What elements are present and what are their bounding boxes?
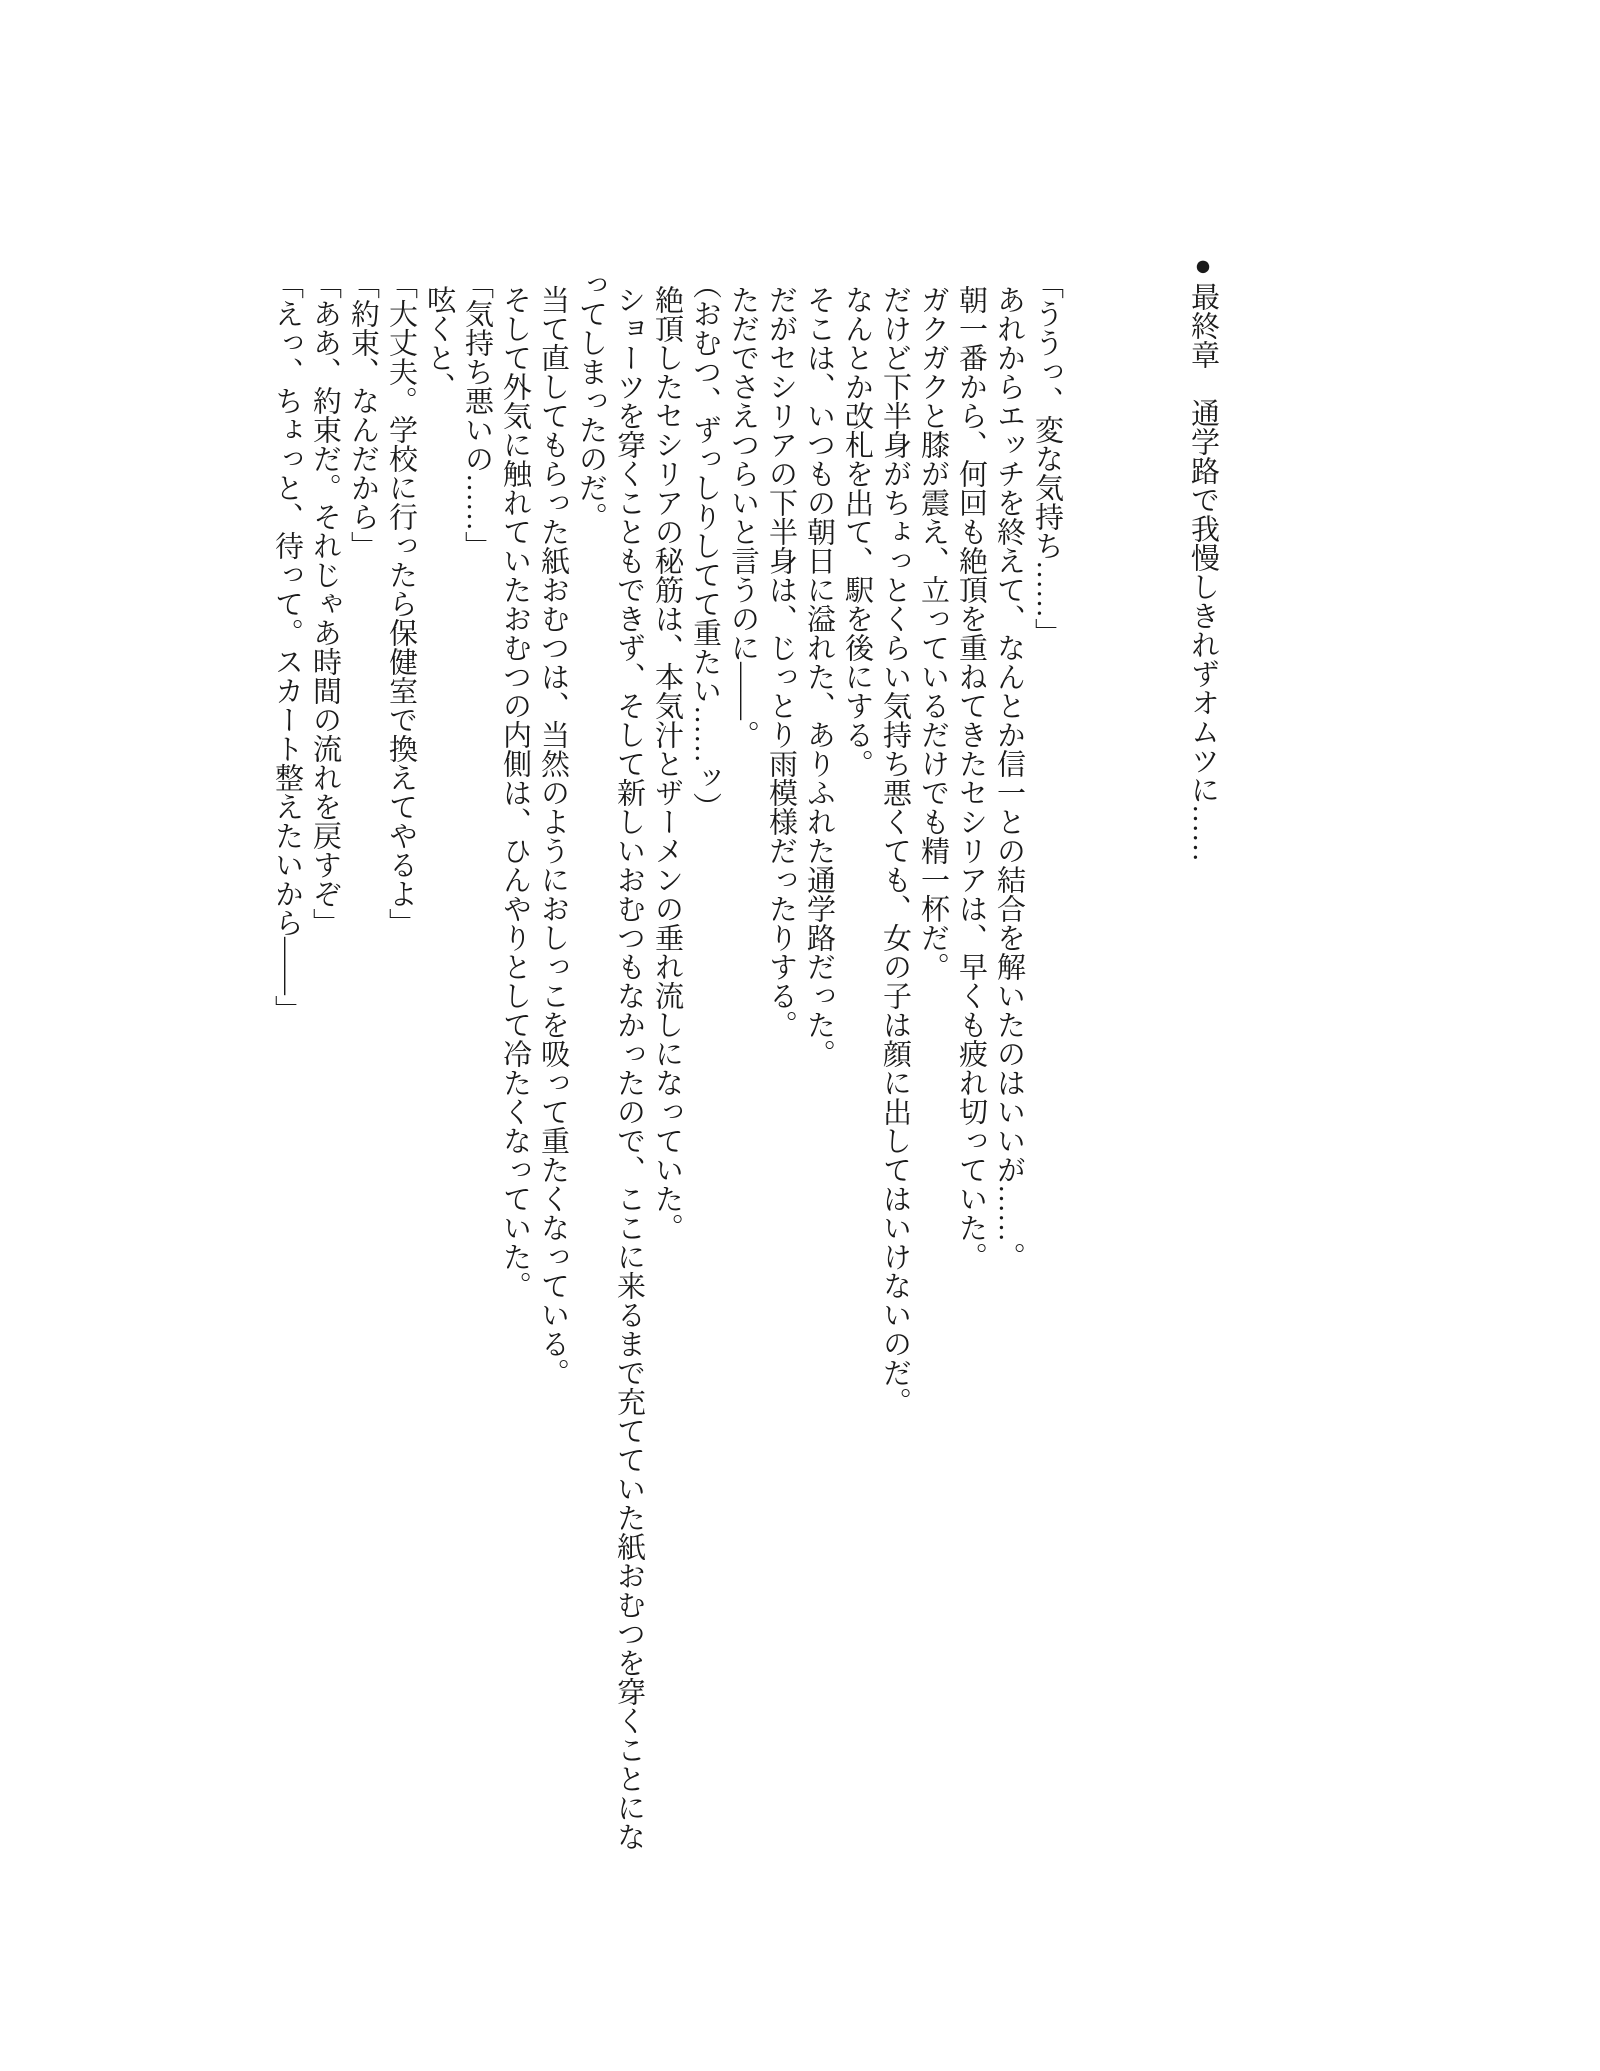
paragraph: 「ああ、約束だ。それじゃあ時間の流れを戻すぞ」 — [309, 270, 341, 937]
chapter-title: ●最終章 通学路で我慢しきれずオムツに…… — [1187, 250, 1219, 862]
body-text — [268, 270, 1066, 1860]
paragraph: 「ううっ、変な気持ち……」 — [1031, 270, 1063, 647]
paragraph: （おむつ、ずっしりしてて重たい……ッ） — [689, 270, 721, 821]
paragraph: そして外気に触れていたおむつの内側は、ひんやりとして冷たくなっていた。 — [499, 284, 531, 1300]
paragraph: 朝一番から、何回も絶頂を重ねてきたセシリアは、早くも疲れ切っていた。 — [955, 284, 987, 1271]
paragraph: なんとか改札を出て、駅を後にする。 — [841, 284, 873, 778]
paragraph: ガクガクと膝が震え、立っているだけでも精一杯だ。 — [917, 284, 949, 981]
paragraph: あれからエッチを終えて、なんとか信一との結合を解いたのはいいが……。 — [993, 284, 1025, 1271]
paragraph: そこは、いつもの朝日に溢れた、ありふれた通学路だった。 — [803, 284, 835, 1068]
paragraph: ショーツを穿くこともできず、そして新しいおむつもなかったので、ここに来るまで充てていた紙おむつを穿くことになってしまったのだ。 — [575, 270, 645, 1851]
paragraph: 絶頂したセシリアの秘筋は、本気汁とザーメンの垂れ流しになっていた。 — [651, 284, 683, 1242]
paragraph: 当て直してもらった紙おむつは、当然のようにおしっこを吸って重たくなっている。 — [537, 284, 569, 1387]
paragraph: 「大丈夫。学校に行ったら保健室で換えてやるよ」 — [385, 270, 417, 937]
paragraph: 「えっ、ちょっと、待って。スカート整えたいから――」 — [271, 270, 303, 1024]
paragraph: 「気持ち悪いの……」 — [461, 270, 493, 560]
paragraph: だがセシリアの下半身は、じっとり雨模様だったりする。 — [765, 284, 797, 1039]
paragraph: 呟くと、 — [423, 284, 455, 401]
paragraph: ただでさえつらいと言うのに――。 — [727, 284, 759, 749]
paragraph: だけど下半身がちょっとくらい気持ち悪くても、女の子は顔に出してはいけないのだ。 — [879, 284, 911, 1416]
paragraph: 「約束、なんだから」 — [347, 270, 379, 560]
